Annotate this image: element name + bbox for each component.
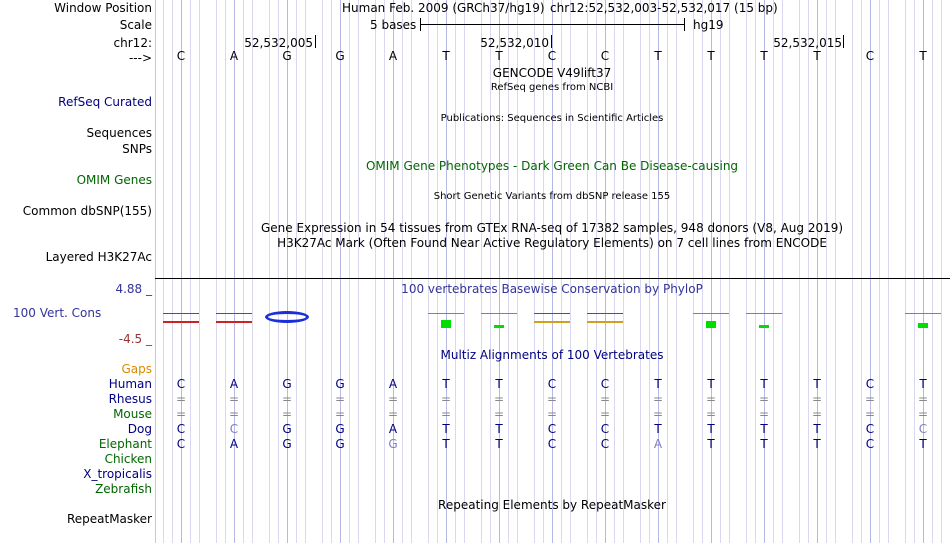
gridline: [861, 0, 862, 543]
gridline: [163, 0, 164, 543]
gridline: [349, 0, 350, 543]
gridline: [764, 0, 765, 543]
gridline: [879, 0, 880, 543]
alignment-base: =: [599, 392, 611, 406]
gridline: [455, 0, 456, 543]
alignment-base: G: [282, 422, 292, 436]
gridline: [808, 0, 809, 543]
alignment-base: C: [600, 437, 610, 451]
gridline: [941, 0, 942, 543]
alignment-base: C: [600, 377, 610, 391]
gridline: [773, 0, 774, 543]
scale-label: Scale: [119, 18, 152, 32]
gridline: [799, 0, 800, 543]
cons-bar: [494, 325, 504, 328]
alignment-base: =: [758, 392, 770, 406]
alignment-base: =: [705, 392, 717, 406]
gridline: [225, 0, 226, 543]
omim-track-label[interactable]: OMIM Genes: [76, 173, 152, 187]
gencode-track-title[interactable]: GENCODE V49lift37: [492, 66, 612, 80]
gtex-track-title[interactable]: Gene Expression in 54 tissues from GTEx RNA-seq of 17382 samples, 948 donors (V8, Aug 2019): [260, 221, 844, 235]
cons-bar: [706, 321, 716, 328]
reference-base: C: [547, 49, 557, 63]
cons-baseline: [163, 313, 199, 314]
cons-bar: [918, 323, 928, 328]
alignment-base: =: [281, 407, 293, 421]
alignment-base: G: [335, 437, 345, 451]
assembly-text: Human Feb. 2009 (GRCh37/hg19): [342, 1, 545, 15]
gridline: [729, 0, 730, 543]
alignment-base: =: [281, 392, 293, 406]
cons-track-label[interactable]: 100 Vert. Cons: [13, 306, 102, 320]
multiz-track-title[interactable]: Multiz Alignments of 100 Vertebrates: [440, 348, 664, 362]
species-label[interactable]: X_tropicalis: [83, 467, 152, 481]
gridline: [181, 0, 182, 543]
gridline: [269, 0, 270, 543]
gridline: [817, 0, 818, 543]
dbsnp-track-label[interactable]: Common dbSNP(155): [22, 204, 152, 218]
cons-baseline: [428, 313, 464, 314]
gridline: [428, 0, 429, 543]
gridline: [375, 0, 376, 543]
gaps-label: Gaps: [121, 362, 152, 376]
cons-bar-large: [265, 311, 309, 323]
gridline: [296, 0, 297, 543]
alignment-base: =: [387, 407, 399, 421]
alignment-base: C: [176, 422, 186, 436]
alignment-base: T: [760, 422, 768, 436]
species-label[interactable]: Rhesus: [108, 392, 152, 406]
cons-bar: [216, 321, 252, 323]
alignment-base: G: [335, 377, 345, 391]
strand-label[interactable]: --->: [128, 51, 152, 65]
reference-base: G: [282, 49, 292, 63]
alignment-base: =: [811, 407, 823, 421]
alignment-base: =: [440, 392, 452, 406]
reference-base: A: [229, 49, 239, 63]
gridline: [667, 0, 668, 543]
species-label[interactable]: Elephant: [98, 437, 152, 451]
alignment-base: T: [813, 377, 821, 391]
cons-bar: [534, 321, 570, 323]
gridline: [923, 0, 924, 543]
gridline: [172, 0, 173, 543]
position-text[interactable]: chr12:52,532,003-52,532,017 (15 bp): [550, 1, 778, 15]
alignment-base: =: [917, 407, 929, 421]
gridline: [446, 0, 447, 543]
gridline: [658, 0, 659, 543]
species-label[interactable]: Mouse: [113, 407, 152, 421]
alignment-base: C: [547, 377, 557, 391]
gridline: [411, 0, 412, 543]
dbsnp-track-title[interactable]: Short Genetic Variants from dbSNP release 155: [433, 191, 671, 202]
track-separator: [155, 278, 950, 279]
alignment-base: T: [654, 422, 662, 436]
alignment-base: =: [599, 407, 611, 421]
species-label[interactable]: Dog: [127, 422, 152, 436]
gridline: [234, 0, 235, 543]
gridline: [358, 0, 359, 543]
h3k27ac-track-label[interactable]: Layered H3K27Ac: [45, 250, 152, 264]
alignment-base: =: [228, 392, 240, 406]
alignment-base: A: [229, 437, 239, 451]
alignment-base: C: [918, 422, 928, 436]
coord-label-3: 52,532,015: [773, 36, 842, 50]
alignment-base: =: [652, 392, 664, 406]
scale-bar: [420, 24, 685, 25]
alignment-base: =: [334, 407, 346, 421]
alignment-base: C: [176, 377, 186, 391]
gridline: [305, 0, 306, 543]
alignment-base: =: [175, 392, 187, 406]
reference-base: T: [495, 49, 503, 63]
alignment-base: =: [440, 407, 452, 421]
cons-bar: [441, 320, 451, 328]
scale-bar-start: [420, 18, 421, 31]
alignment-base: G: [282, 437, 292, 451]
refseq-track-label[interactable]: RefSeq Curated: [58, 95, 152, 109]
reference-base: C: [865, 49, 875, 63]
coord-tick-2: [551, 35, 552, 48]
gridline: [278, 0, 279, 543]
gridline: [331, 0, 332, 543]
gridline: [870, 0, 871, 543]
gridline: [702, 0, 703, 543]
alignment-base: T: [707, 377, 715, 391]
alignment-base: C: [229, 422, 239, 436]
alignment-base: T: [813, 422, 821, 436]
gridline: [216, 0, 217, 543]
alignment-base: =: [705, 407, 717, 421]
gridline: [340, 0, 341, 543]
sequences-track-label[interactable]: Sequences: [86, 126, 152, 140]
alignment-base: T: [442, 437, 450, 451]
h3k27ac-track-title[interactable]: H3K27Ac Mark (Often Found Near Active Regulatory Elements) on 7 cell lines from ENCODE: [277, 236, 827, 250]
alignment-base: =: [493, 392, 505, 406]
cons-baseline: [481, 313, 517, 314]
gridline: [826, 0, 827, 543]
alignment-base: =: [175, 407, 187, 421]
coord-label-1: 52,532,005: [244, 36, 313, 50]
gridline: [649, 0, 650, 543]
gridline: [932, 0, 933, 543]
alignment-base: =: [546, 392, 558, 406]
alignment-base: T: [442, 422, 450, 436]
cons-bar: [587, 321, 623, 323]
reference-base: G: [335, 49, 345, 63]
gridline: [914, 0, 915, 543]
gridline: [746, 0, 747, 543]
scale-bar-end: [684, 18, 685, 31]
gridline: [287, 0, 288, 543]
alignment-base: T: [495, 377, 503, 391]
alignment-base: C: [865, 377, 875, 391]
gridline: [888, 0, 889, 543]
scale-text: 5 bases: [370, 18, 417, 32]
cons-track-title[interactable]: 100 vertebrates Basewise Conservation by PhyloP: [401, 282, 703, 296]
gridline: [243, 0, 244, 543]
alignment-base: G: [335, 422, 345, 436]
alignment-base: T: [813, 437, 821, 451]
gridline: [614, 0, 615, 543]
species-label[interactable]: Zebrafish: [95, 482, 152, 496]
alignment-base: =: [864, 407, 876, 421]
coord-label-2: 52,532,010: [480, 36, 549, 50]
alignment-base: A: [388, 377, 398, 391]
cons-min-label: -4.5 _: [118, 332, 152, 346]
alignment-base: =: [493, 407, 505, 421]
alignment-base: T: [495, 437, 503, 451]
gridline: [693, 0, 694, 543]
reference-base: A: [388, 49, 398, 63]
cons-baseline: [216, 313, 252, 314]
alignment-base: A: [388, 422, 398, 436]
reference-base: T: [654, 49, 662, 63]
alignment-base: A: [229, 377, 239, 391]
reference-base: T: [442, 49, 450, 63]
alignment-base: T: [654, 377, 662, 391]
gridline: [640, 0, 641, 543]
gridline: [437, 0, 438, 543]
cons-max-label: 4.88 _: [115, 282, 152, 296]
alignment-base: C: [865, 437, 875, 451]
alignment-base: G: [282, 377, 292, 391]
reference-base: T: [760, 49, 768, 63]
gridline: [384, 0, 385, 543]
gridline: [755, 0, 756, 543]
gridline: [199, 0, 200, 543]
gridline: [720, 0, 721, 543]
label-column-divider: [155, 0, 156, 543]
refseq-track-subtitle: RefSeq genes from NCBI: [490, 82, 614, 93]
gridline: [905, 0, 906, 543]
alignment-base: G: [388, 437, 398, 451]
alignment-base: =: [387, 392, 399, 406]
species-label[interactable]: Chicken: [104, 452, 152, 466]
alignment-base: C: [176, 437, 186, 451]
coord-tick-1: [315, 35, 316, 48]
alignment-base: T: [760, 437, 768, 451]
alignment-base: =: [917, 392, 929, 406]
coord-tick-3: [843, 35, 844, 48]
reference-base: C: [176, 49, 186, 63]
alignment-base: T: [495, 422, 503, 436]
reference-base: T: [919, 49, 927, 63]
gridline: [711, 0, 712, 543]
alignment-base: T: [442, 377, 450, 391]
cons-baseline: [587, 313, 623, 314]
alignment-base: =: [652, 407, 664, 421]
gridline: [676, 0, 677, 543]
gridline: [852, 0, 853, 543]
gridline: [464, 0, 465, 543]
species-label[interactable]: Human: [108, 377, 152, 391]
gridline: [322, 0, 323, 543]
cons-baseline: [746, 313, 782, 314]
alignment-base: T: [707, 422, 715, 436]
gridline: [402, 0, 403, 543]
gridline: [481, 0, 482, 543]
chromosome-label: chr12:: [113, 36, 152, 50]
publications-track-title[interactable]: Publications: Sequences in Scientific Articles: [440, 113, 664, 124]
alignment-base: C: [547, 422, 557, 436]
cons-baseline: [905, 313, 941, 314]
alignment-base: =: [811, 392, 823, 406]
scale-assembly: hg19: [693, 18, 724, 32]
gridline: [623, 0, 624, 543]
cons-bar: [163, 321, 199, 323]
alignment-base: =: [228, 407, 240, 421]
alignment-base: =: [758, 407, 770, 421]
gridline: [782, 0, 783, 543]
repeatmasker-track-label[interactable]: RepeatMasker: [66, 512, 152, 526]
reference-base: C: [600, 49, 610, 63]
alignment-base: A: [653, 437, 663, 451]
repeatmasker-track-title[interactable]: Repeating Elements by RepeatMasker: [438, 498, 666, 512]
alignment-base: C: [865, 422, 875, 436]
cons-baseline: [534, 313, 570, 314]
snps-track-label[interactable]: SNPs: [122, 142, 152, 156]
alignment-base: T: [707, 437, 715, 451]
gridline: [393, 0, 394, 543]
omim-track-title[interactable]: OMIM Gene Phenotypes - Dark Green Can Be Disease-causing: [365, 159, 739, 173]
reference-base: T: [813, 49, 821, 63]
alignment-base: T: [760, 377, 768, 391]
cons-bar: [759, 325, 769, 328]
gridline: [835, 0, 836, 543]
gridline: [190, 0, 191, 543]
window-position-label: Window Position: [54, 1, 152, 15]
cons-baseline: [693, 313, 729, 314]
alignment-base: C: [547, 437, 557, 451]
alignment-base: T: [919, 437, 927, 451]
reference-base: T: [707, 49, 715, 63]
alignment-base: C: [600, 422, 610, 436]
alignment-base: =: [546, 407, 558, 421]
gridline: [252, 0, 253, 543]
alignment-base: =: [864, 392, 876, 406]
alignment-base: T: [919, 377, 927, 391]
alignment-base: =: [334, 392, 346, 406]
